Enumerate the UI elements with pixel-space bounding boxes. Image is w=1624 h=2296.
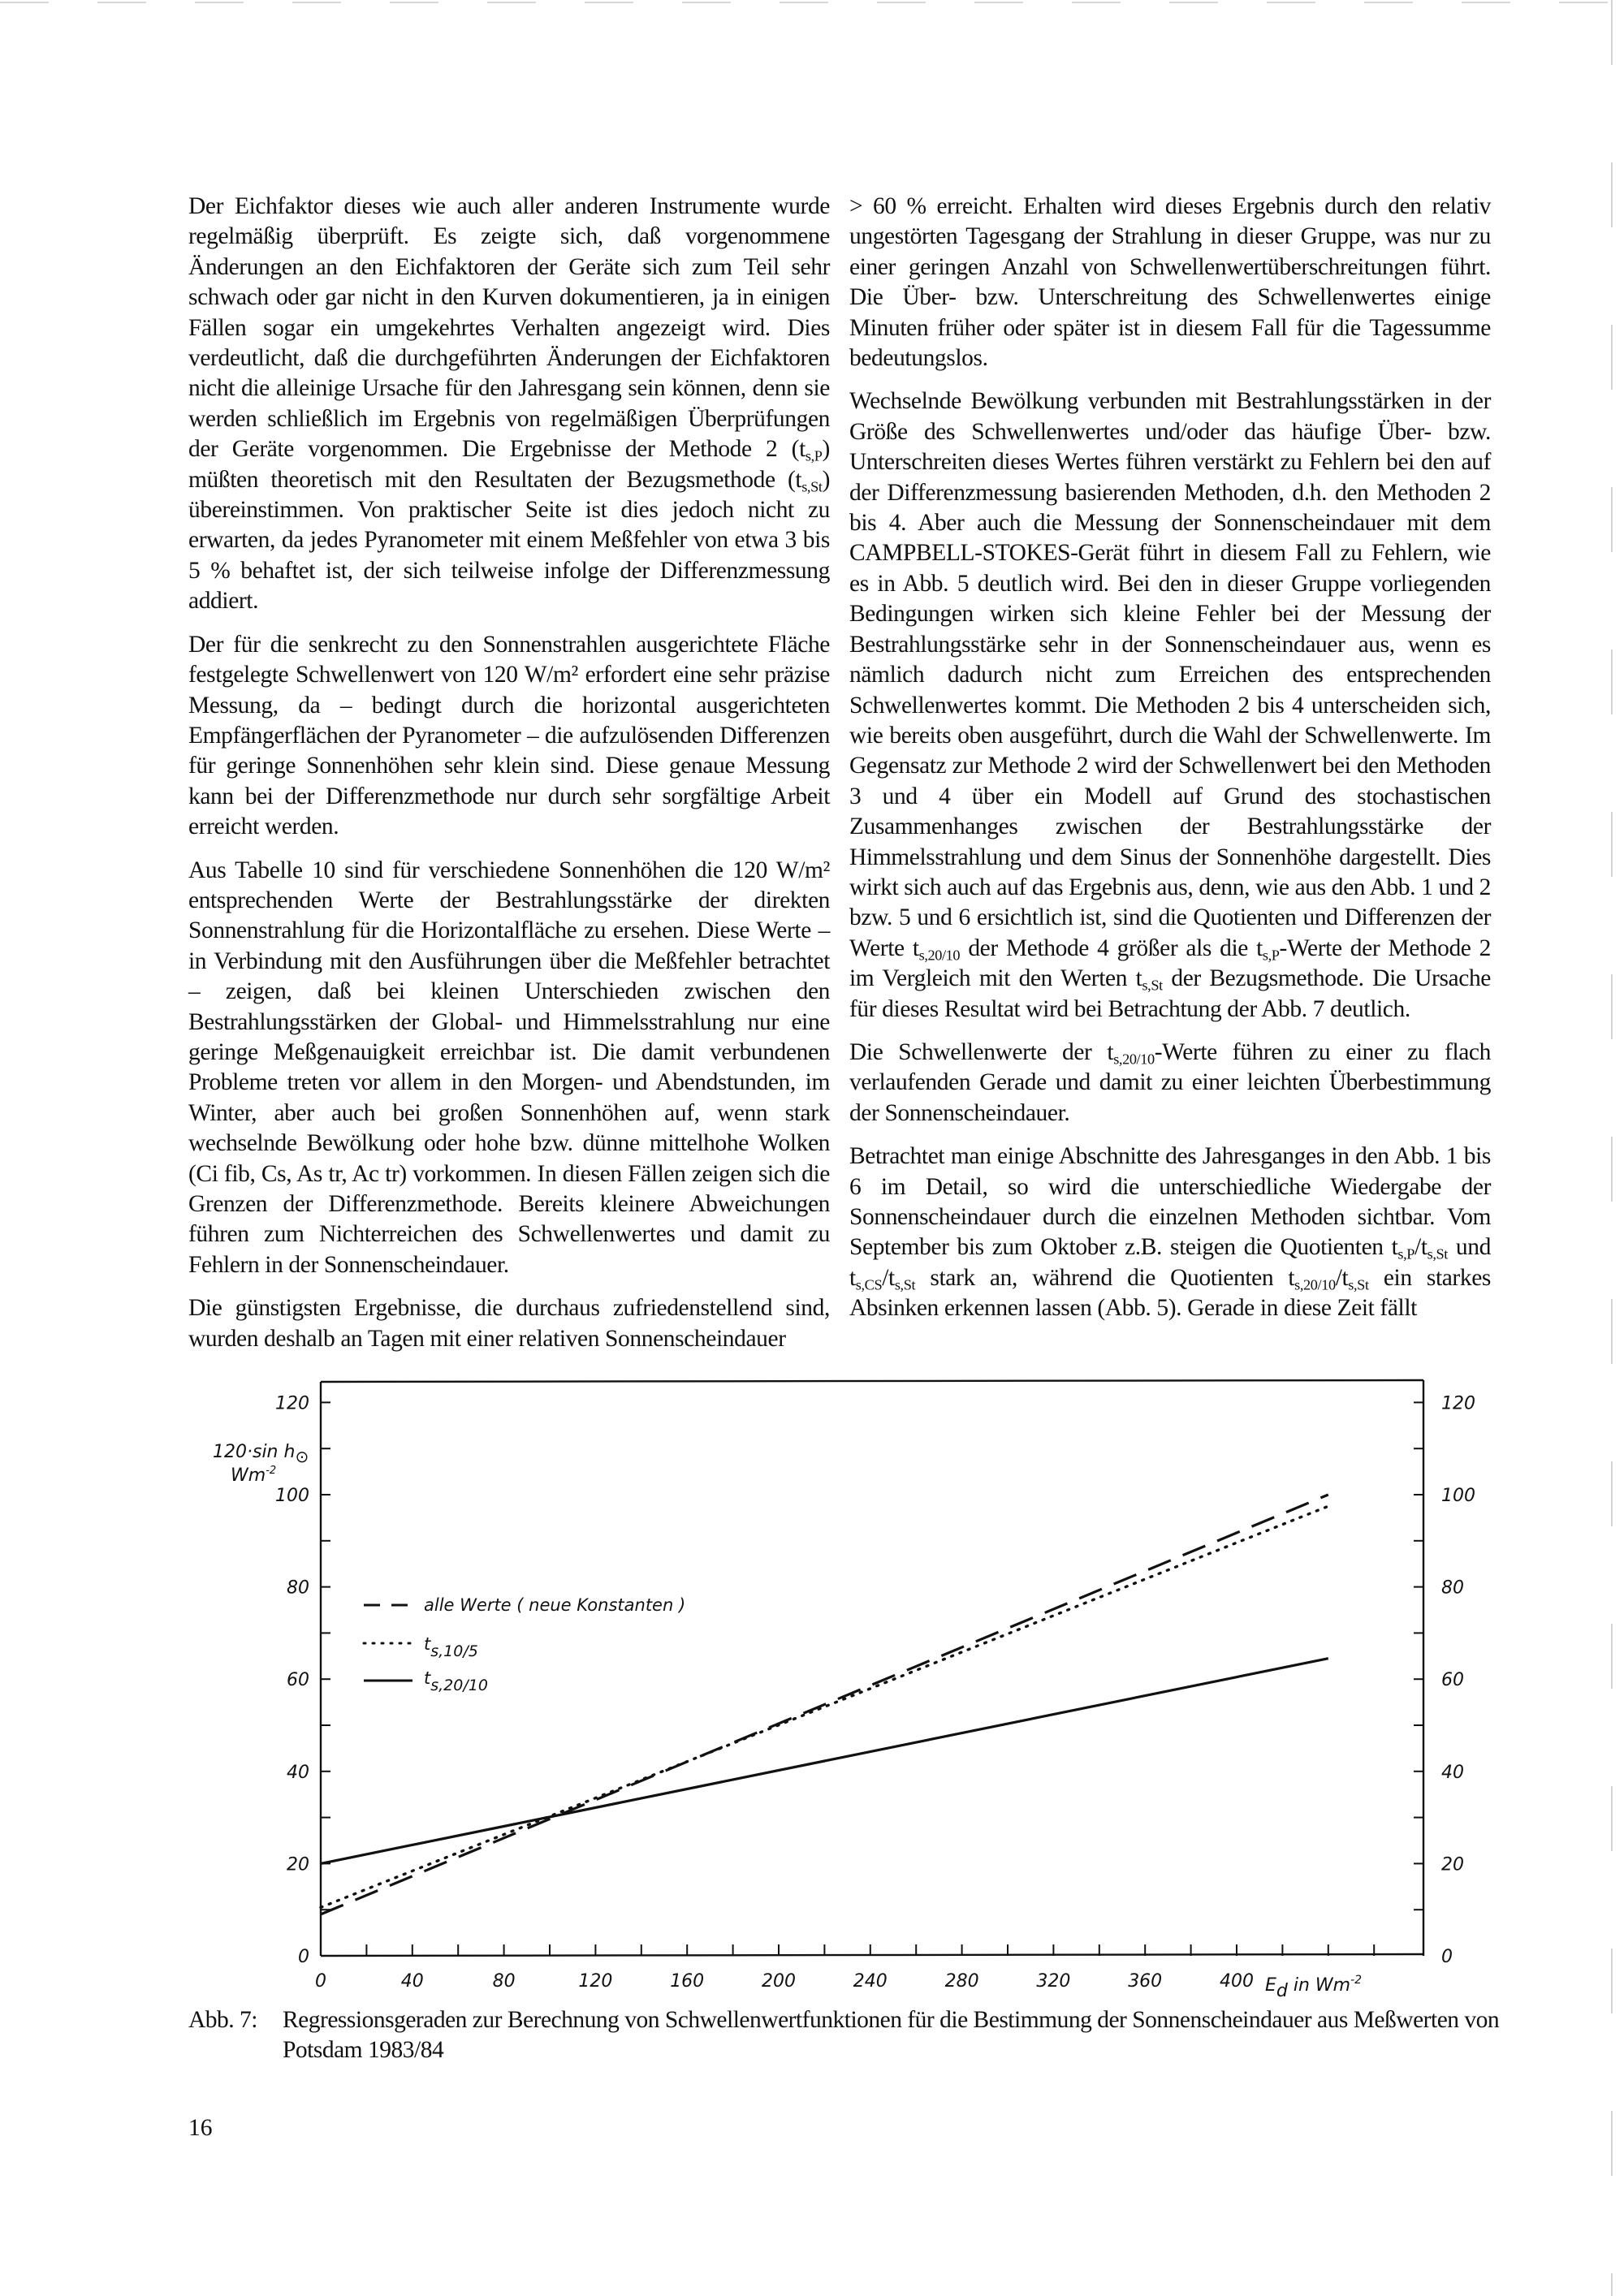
x-tick-label: 400 xyxy=(1220,1971,1254,1992)
x-tick-label: 280 xyxy=(944,1971,979,1992)
paragraph-text: Betrachtet man einige Abschnitte des Jahresganges in den Abb. 1 bis 6 im Detail, so wird die unterschiedliche Wiedergabe der Sonnenscheindauer durch die einzelnen Methoden sichtbar. Vom September bis zum Oktober z.B. steigen die Quotienten t xyxy=(849,1143,1491,1261)
paragraph-text: der Bezugsmethode. Die Ursache für dieses Resultat wird bei Betrachtung der Abb. 7 deutlich. xyxy=(849,965,1491,1022)
y-tick-label-right: 80 xyxy=(1441,1577,1464,1599)
figure-caption xyxy=(188,2005,1504,2065)
scan-edge-right xyxy=(1611,0,1613,2296)
paragraph: > 60 % erreicht. Erhalten wird dieses Ergebnis durch den relativ ungestörten Tagesgang der Strahlung in dieser Gruppe, was nur zu einer geringen Anzahl von Schwellenwertüberschreitungen führt. Die Über- bzw. Unterschreitung des Schwellenwertes einige Minuten früher oder später ist in diesem Fall für die Tagessumme bedeutungslos. xyxy=(849,193,1491,372)
subscript: s,St xyxy=(1142,977,1163,994)
subscript: s,20/10 xyxy=(1294,1276,1336,1293)
paragraph-text: Die Ergebnisse der Methode 2 (t xyxy=(462,436,806,463)
x-axis-label-unit: in Wm xyxy=(1287,1975,1351,1996)
paragraph-text: der Methode 4 größer als die t xyxy=(960,934,1263,961)
series-line-dotted xyxy=(321,1506,1328,1907)
x-tick-label: 360 xyxy=(1128,1971,1163,1992)
y-axis-unit-exponent: -2 xyxy=(266,1465,277,1477)
legend-label-sub-10-5: s,10/5 xyxy=(430,1642,478,1660)
left-text-column xyxy=(188,192,830,1367)
x-axis xyxy=(315,1944,1374,1992)
subscript: s,20/10 xyxy=(1113,1051,1155,1068)
subscript: s,P xyxy=(1262,947,1280,964)
paragraph-text: und t xyxy=(849,1234,1491,1291)
subscript: s,20/10 xyxy=(918,947,961,964)
y-tick-label-right: 0 xyxy=(1441,1947,1453,1967)
paragraph: Der für die senkrecht zu den Sonnenstrahlen ausgerichtete Fläche festgelegte Schwellenwert von 120 W/m² erfordert eine sehr präzise Messung, da – bedingt durch die horizontal ausgerichteten Empfängerflächen der Pyranometer – die aufzulösenden Differenzen für geringe Sonnenhöhen sehr klein sind. Diese genaue Messung kann bei der Differenzmethode nur durch sehr sorgfältige Arbeit erreicht werden. xyxy=(188,631,830,840)
paragraph-text: ) übereinstimmen. Von praktischer Seite ist dies jedoch nicht zu erwarten, da jedes Pyranometer mit einem Meßfehler von etwa 3 bis 5 % behaftet ist, der sich teilweise infolge der Differenzmessung addiert. xyxy=(188,466,830,615)
y-tick-label: 100 xyxy=(275,1486,309,1506)
svg-text:Ed in Wm-2 xyxy=(1265,1974,1362,2001)
x-tick-label: 120 xyxy=(578,1971,613,1992)
legend-label-t: t xyxy=(424,1634,431,1654)
x-tick-label: 0 xyxy=(315,1971,326,1992)
x-axis-title xyxy=(1265,1974,1362,2001)
subscript: s,P xyxy=(805,447,823,464)
chart-canvas xyxy=(195,1364,1510,2001)
paragraph xyxy=(849,1038,1491,1129)
y-tick-label-right: 100 xyxy=(1441,1486,1475,1506)
subscript: s,St xyxy=(1348,1276,1369,1293)
caption-text: Regressionsgeraden zur Berechnung von Schwellenwertfunktionen für die Bestimmung der Sonnenscheindauer aus Meßwerten von Potsdam 1983/84 xyxy=(283,2007,1500,2063)
y-tick-label: 40 xyxy=(287,1762,309,1783)
legend-label-all-values: alle Werte ( neue Konstanten ) xyxy=(424,1595,686,1615)
subscript: s,St xyxy=(801,478,823,495)
scan-edge-top xyxy=(0,2,1624,3)
paragraph-text: -Werte der Methode 2 im Vergleich mit den Werten t xyxy=(849,934,1491,992)
paragraph-text: Wechselnde Bewölkung verbunden mit Bestrahlungsstärken in der Größe des Schwellenwertes und/oder das häufige Über- bzw. Unterschreiten dieses Wertes führen verstärkt zu Fehlern bei den auf der Differenzmessung basierenden Methoden, d.h. den Methoden 2 bis 4. Aber auch die Messung der Sonnenscheindauer mit dem CAMPBELL-STOKES-Gerät führt in diesem Fall zu Fehlern, wie es in Abb. 5 deutlich wird. Bei den in dieser Gruppe vorliegenden Bedingungen wirken sich kleine Fehler bei der Messung der Bestrahlungsstärke sehr in der Sonnenscheindauer aus, wenn es nämlich dadurch nicht zum Erreichen des entsprechenden Schwellenwertes kommt. Die Methoden 2 bis 4 unterscheiden sich, wie bereits oben ausgeführt, durch die Wahl der Schwellenwerte. Im Gegensatz zur Methode 2 wird der Schwellenwert bei den Methoden 3 und 4 über ein Modell auf Grund des stochastischen Zusammenhanges zwischen der Bestrahlungsstärke der Himmelsstrahlung und dem Sinus der Sonnenhöhe dargestellt. Dies wirkt sich auch auf das Ergebnis aus, denn, wie aus den Abb. 1 und 2 bzw. 5 und 6 ersichtlich ist, sind die Quotienten und Differenzen der Werte t xyxy=(849,388,1491,961)
paragraph-text: Die Schwellenwerte der t xyxy=(849,1038,1114,1065)
paragraph-text: /t xyxy=(882,1264,895,1291)
paragraph-text: ein starkes Absinken erkennen lassen (Abb. 5). Gerade in diese Zeit fällt xyxy=(849,1264,1491,1322)
x-axis-label: E xyxy=(1265,1975,1276,1996)
svg-text:ts,20/10 xyxy=(424,1668,488,1694)
paragraph-text: Der Eichfaktor dieses wie auch aller anderen Instrumente wurde regelmäßig überprüft. Es zeigte sich, daß vorgenommene Änderungen an den Eichfaktoren der Geräte sich zum Teil sehr schwach oder gar nicht in den Kurven dokumentieren, ja in einigen Fällen sogar ein umgekehrtes Verhalten angezeigt wird. Dies verdeutlicht, daß die durchgeführten Änderungen der Eichfaktoren nicht die alleinige Ursache für den Jahresgang sein können, denn sie werden schließlich im Ergebnis von regelmäßigen Überprüfungen der Geräte vorgenommen. xyxy=(188,193,830,463)
y-axis-title xyxy=(213,1442,309,1486)
x-tick-label: 160 xyxy=(670,1971,705,1992)
paragraph-text: stark an, während die Quotienten t xyxy=(915,1264,1295,1291)
paragraph-text: /t xyxy=(1415,1234,1427,1261)
paragraph xyxy=(849,386,1491,1025)
paragraph-text: -Werte führen zu einer zu flach verlaufenden Gerade und damit zu einer leichten Überbestimmung der Sonnenscheindauer. xyxy=(849,1038,1491,1126)
caption-label: Abb. 7: xyxy=(188,2007,257,2033)
y-tick-label-right: 40 xyxy=(1441,1762,1464,1783)
y-tick-label-right: 20 xyxy=(1441,1854,1464,1875)
subscript: s,CS xyxy=(855,1276,883,1293)
y-tick-label: 80 xyxy=(287,1577,309,1599)
y-tick-label: 20 xyxy=(287,1854,309,1875)
svg-text:ts,10/5 xyxy=(424,1634,478,1660)
paragraph-text: ) müßten theoretisch mit den Resultaten der Bezugsmethode (t xyxy=(188,436,830,493)
y-axis-unit: Wm xyxy=(231,1465,266,1486)
legend-label-t: t xyxy=(424,1668,431,1688)
paragraph: Die günstigsten Ergebnisse, die durchaus zufriedenstellend sind, wurden deshalb an Tagen mit einer relativen Sonnenscheindauer xyxy=(188,1295,830,1352)
x-tick-label: 40 xyxy=(400,1971,424,1992)
y-tick-label-right: 120 xyxy=(1441,1393,1475,1414)
page-number: 16 xyxy=(188,2115,213,2141)
paragraph xyxy=(849,1142,1491,1323)
y-axis-label: 120·sin h xyxy=(213,1442,296,1462)
paragraph xyxy=(188,192,830,617)
paragraph: Aus Tabelle 10 sind für verschiedene Sonnenhöhen die 120 W/m² entsprechenden Werte der Bestrahlungsstärke der direkten Sonnenstrahlung für die Horizontalfläche zu ersehen. Diese Werte – in Verbindung mit den Ausführungen über die Meßfehler betrachtet – zeigen, daß bei kleinen Unterschieden zwischen den Bestrahlungsstärken der Global- und Himmelsstrahlung nur eine geringe Meßgenauigkeit erreichbar ist. Die damit verbundenen Probleme treten vor allem in den Morgen- und Abendstunden, im Winter, aber auch bei großen Sonnenhöhen auf, wenn stark wechselnde Bewölkung oder hohe bzw. dünne mittelhohe Wolken (Ci fib, Cs, As tr, Ac tr) vorkommen. In diesen Fällen zeigen sich die Grenzen der Differenzmethode. Bereits kleinere Abweichungen führen zum Nichterreichen des Schwellenwertes und damit zu Fehlern in der Sonnenscheindauer. xyxy=(188,857,830,1278)
sun-symbol: ⊙ xyxy=(295,1447,309,1466)
series-line-dashed xyxy=(321,1495,1328,1914)
x-tick-label: 240 xyxy=(853,1971,888,1992)
y-axis-left xyxy=(275,1393,330,1967)
chart-legend xyxy=(364,1595,685,1694)
chart-frame xyxy=(321,1380,1423,1956)
subscript: s,St xyxy=(1427,1245,1448,1262)
legend-label-sub-20-10: s,20/10 xyxy=(430,1677,488,1694)
y-tick-label: 0 xyxy=(298,1947,309,1967)
x-axis-unit-exponent: -2 xyxy=(1350,1974,1363,1987)
svg-text:Wm-2 xyxy=(231,1465,276,1486)
x-axis-label-sub: d xyxy=(1276,1981,1288,2001)
regression-lines xyxy=(321,1495,1328,1914)
y-tick-label: 120 xyxy=(275,1393,309,1414)
x-tick-label: 320 xyxy=(1036,1971,1071,1992)
x-tick-label: 200 xyxy=(762,1971,796,1992)
paragraph-text: /t xyxy=(1335,1264,1349,1291)
y-tick-label: 60 xyxy=(287,1670,309,1691)
right-text-column xyxy=(849,192,1491,1337)
svg-text:120·sin h⊙ xyxy=(213,1442,309,1466)
subscript: s,St xyxy=(894,1276,916,1293)
subscript: s,P xyxy=(1397,1245,1415,1262)
y-tick-label-right: 60 xyxy=(1441,1670,1464,1691)
x-tick-label: 80 xyxy=(492,1971,516,1992)
regression-chart xyxy=(195,1364,1510,2001)
